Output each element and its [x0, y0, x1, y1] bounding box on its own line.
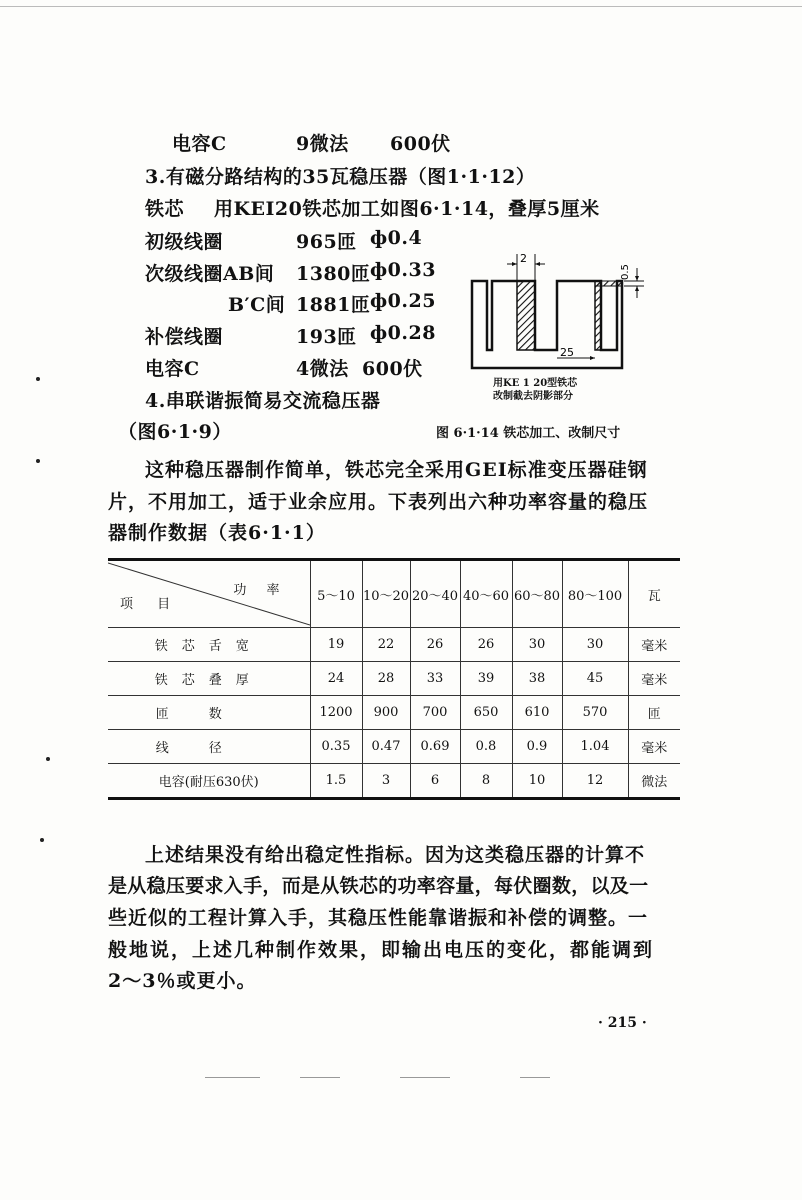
- cell: 0.8: [460, 730, 512, 764]
- column-header: 5～10: [310, 560, 362, 628]
- unit-cell: 毫米: [628, 628, 680, 662]
- cell: 1.04: [562, 730, 628, 764]
- table-corner-cell: [108, 560, 310, 628]
- cell: 19: [310, 628, 362, 662]
- core-text: 用KEI20铁芯加工如图6·1·14，叠厚5厘米: [214, 198, 600, 220]
- conclusion-line: 2～3％或更小。: [108, 970, 257, 992]
- secondary-ab-label: 次级线圈AB间: [145, 263, 275, 285]
- cell: 26: [410, 628, 460, 662]
- cell: 0.35: [310, 730, 362, 764]
- capacitor-voltage: 600伏: [362, 358, 423, 380]
- row-label: 匝数: [108, 696, 310, 730]
- scan-top-edge: [0, 6, 802, 7]
- primary-label: 初级线圈: [145, 231, 224, 253]
- cell: 30: [512, 628, 562, 662]
- scan-speck: [46, 757, 50, 761]
- hatched-removal-right: [595, 281, 601, 350]
- secondary-bc-label: B′C间: [228, 294, 286, 316]
- cell: 6: [410, 764, 460, 799]
- cell: 0.69: [410, 730, 460, 764]
- dim-side-label: 0.5: [620, 264, 631, 280]
- unit-header: 瓦: [628, 560, 680, 628]
- row-label: 线径: [108, 730, 310, 764]
- row-label: 铁芯舌宽: [108, 628, 310, 662]
- column-header: 10～20: [362, 560, 410, 628]
- scan-smudge: [205, 1077, 260, 1078]
- unit-cell: 微法: [628, 764, 680, 799]
- data-table: [108, 558, 680, 800]
- core-figure-diagram: [462, 250, 667, 380]
- intro-line: 器制作数据（表6·1·1）: [108, 522, 326, 544]
- cell: 570: [562, 696, 628, 730]
- primary-wire: ф0.4: [370, 227, 423, 249]
- section3-title: 3.有磁分路结构的35瓦稳压器（图1·1·12）: [145, 166, 536, 188]
- header-power: 功 率: [233, 583, 288, 598]
- cell: 0.47: [362, 730, 410, 764]
- compensation-wire: ф0.28: [370, 322, 436, 344]
- figure-caption: 图 6·1·14 铁芯加工、改制尺寸: [436, 426, 621, 441]
- scan-speck: [40, 838, 44, 842]
- cell: 28: [362, 662, 410, 696]
- cell: 45: [562, 662, 628, 696]
- table-row: [108, 628, 680, 662]
- cell: 12: [562, 764, 628, 799]
- cell: 33: [410, 662, 460, 696]
- row-label: 电容(耐压630伏): [108, 764, 310, 799]
- hatched-removal-left: [517, 281, 535, 350]
- scan-speck: [36, 459, 40, 463]
- column-header: 80～100: [562, 560, 628, 628]
- compensation-turns: 193匝: [296, 326, 357, 348]
- cell: 24: [310, 662, 362, 696]
- compensation-label: 补偿线圈: [145, 326, 224, 348]
- section4-title: 4.串联谐振简易交流稳压器: [145, 390, 381, 412]
- secondary-ab-wire: ф0.33: [370, 259, 436, 281]
- column-header: 40～60: [460, 560, 512, 628]
- secondary-bc-wire: ф0.25: [370, 290, 436, 312]
- cell: 3: [362, 764, 410, 799]
- figure-note-line2: 改制截去阴影部分: [493, 391, 573, 402]
- scan-smudge: [300, 1077, 340, 1078]
- cell: 39: [460, 662, 512, 696]
- unit-cell: 毫米: [628, 662, 680, 696]
- dim-bottom-label: 25: [560, 346, 574, 359]
- unit-cell: 匝: [628, 696, 680, 730]
- column-header: 20～40: [410, 560, 460, 628]
- spec-line1-label: 电容C: [172, 133, 227, 155]
- cell: 650: [460, 696, 512, 730]
- cell: 900: [362, 696, 410, 730]
- cell: 10: [512, 764, 562, 799]
- cell: 610: [512, 696, 562, 730]
- column-header: 60～80: [512, 560, 562, 628]
- dim-top-label: 2: [520, 252, 527, 265]
- capacitor-label: 电容C: [145, 358, 200, 380]
- scan-smudge: [520, 1077, 550, 1078]
- scan-speck: [36, 377, 40, 381]
- core-label: 铁芯: [145, 198, 185, 220]
- primary-turns: 965匝: [296, 231, 357, 253]
- cell: 38: [512, 662, 562, 696]
- table-row: [108, 696, 680, 730]
- secondary-bc-turns: 1881匝: [296, 294, 371, 316]
- header-item: 项 目: [120, 597, 181, 612]
- conclusion-line: 般地说，上述几种制作效果，即输出电压的变化，都能调到: [108, 939, 655, 961]
- hatched-removal-top: [595, 281, 622, 286]
- unit-cell: 毫米: [628, 730, 680, 764]
- cell: 8: [460, 764, 512, 799]
- cell: 700: [410, 696, 460, 730]
- row-label: 铁芯叠厚: [108, 662, 310, 696]
- table-row: [108, 764, 680, 799]
- intro-line: 片，不用加工，适于业余应用。下表列出六种功率容量的稳压: [108, 491, 649, 513]
- conclusion-line: 是从稳压要求入手，而是从铁芯的功率容量，每伏圈数，以及一: [108, 875, 649, 897]
- capacitor-value: 4微法: [296, 358, 349, 380]
- figure-note: [493, 377, 577, 403]
- page-number: · 215 ·: [598, 1015, 647, 1031]
- cell: 22: [362, 628, 410, 662]
- cell: 1200: [310, 696, 362, 730]
- spec-line1-v1: 9微法: [296, 133, 349, 155]
- conclusion-line: 上述结果没有给出稳定性指标。因为这类稳压器的计算不: [145, 844, 646, 866]
- intro-line: 这种稳压器制作简单，铁芯完全采用GEI标准变压器硅钢: [145, 459, 648, 481]
- secondary-ab-turns: 1380匝: [296, 263, 371, 285]
- figure-note-line1: 用KE 1 20型铁芯: [493, 378, 578, 389]
- scan-smudge: [400, 1077, 450, 1078]
- section4-ref: （图6·1·9）: [118, 421, 232, 443]
- cell: 26: [460, 628, 512, 662]
- table-row: [108, 730, 680, 764]
- spec-line1-v2: 600伏: [390, 133, 451, 155]
- conclusion-line: 些近似的工程计算入手，其稳压性能靠谐振和补偿的调整。一: [108, 907, 649, 929]
- cell: 30: [562, 628, 628, 662]
- table-row: [108, 662, 680, 696]
- table-header-row: [108, 560, 680, 628]
- cell: 0.9: [512, 730, 562, 764]
- cell: 1.5: [310, 764, 362, 799]
